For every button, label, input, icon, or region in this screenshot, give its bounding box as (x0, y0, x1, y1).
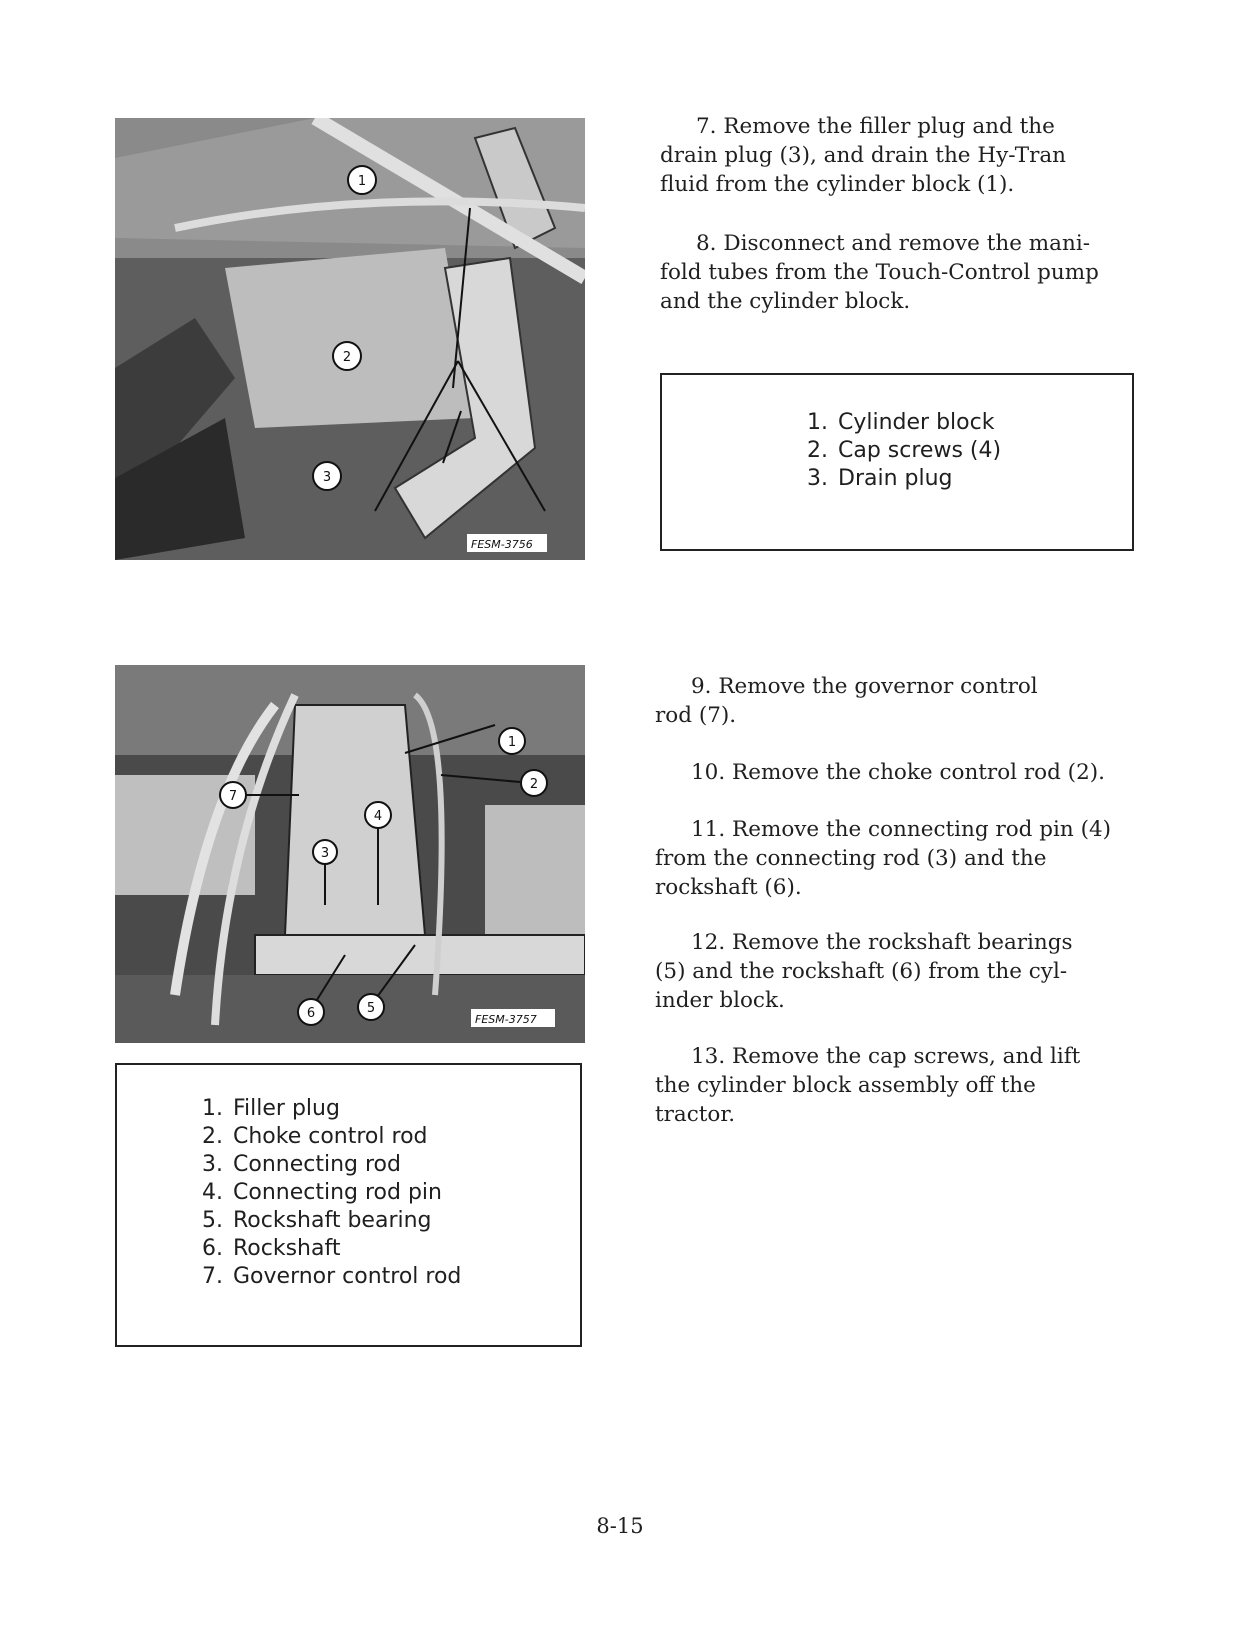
callout-4 (365, 802, 391, 828)
step-13: 13. Remove the cap screws, and lift the cylinder block assembly off the tractor. (655, 1044, 1081, 1127)
step-number: 8. (696, 231, 717, 256)
callout-2 (333, 342, 361, 370)
step-12: 12. Remove the rockshaft bearings (5) and the rockshaft (6) from the cyl- inder block. (655, 930, 1073, 1013)
legend-item: 1. Filler plug (202, 1096, 340, 1121)
figure-code: FESM-3757 (475, 1013, 537, 1026)
svg-text:2: 2 (529, 777, 539, 792)
legend-box-top (660, 373, 1134, 551)
step-11: 11. Remove the connecting rod pin (4) from the connecting rod (3) and the rockshaft (6). (655, 817, 1112, 900)
photo-cylinder-block-callouts (115, 118, 585, 560)
step-number: 9. (691, 674, 712, 699)
callout-3 (313, 462, 341, 490)
svg-text:3: 3 (322, 470, 332, 485)
step-number: 10. (691, 760, 726, 785)
callout-5 (358, 994, 384, 1020)
svg-text:6: 6 (306, 1006, 316, 1021)
callout-1 (348, 166, 376, 194)
callout-1 (499, 728, 525, 754)
step-10: 10. Remove the choke control rod (2). (655, 758, 1105, 787)
step-9: 9. Remove the governor control rod (7). (655, 674, 1038, 728)
callout-7 (220, 782, 246, 808)
svg-text:7: 7 (228, 789, 238, 804)
legend-item: 7. Governor control rod (202, 1264, 462, 1289)
svg-text:1: 1 (357, 174, 367, 189)
callout-3 (313, 840, 337, 864)
legend-item: 5. Rockshaft bearing (202, 1208, 432, 1233)
legend-item: 1. Cylinder block (807, 410, 995, 435)
legend-item: 4. Connecting rod pin (202, 1180, 442, 1205)
legend-item: 2. Choke control rod (202, 1124, 428, 1149)
legend-item: 3. Connecting rod (202, 1152, 401, 1177)
legend-item: 3. Drain plug (807, 466, 953, 491)
legend-box-bottom (115, 1063, 582, 1347)
step-8: 8. Disconnect and remove the mani- fold tubes from the Touch-Control pump and the cylinder block. (660, 231, 1099, 314)
step-number: 7. (696, 114, 717, 139)
figure-code: FESM-3756 (471, 538, 533, 551)
svg-text:3: 3 (320, 846, 330, 861)
step-number: 12. (691, 930, 726, 955)
svg-text:5: 5 (366, 1001, 376, 1016)
svg-text:2: 2 (342, 350, 352, 365)
svg-text:4: 4 (373, 809, 383, 824)
step-number: 13. (691, 1044, 726, 1069)
callout-2 (521, 770, 547, 796)
svg-text:1: 1 (507, 735, 517, 750)
step-7: 7. Remove the filler plug and the drain plug (3), and drain the Hy-Tran fluid from the cylinder block (1). (660, 114, 1067, 197)
step-number: 11. (691, 817, 726, 842)
photo-rockshaft-callouts (115, 665, 585, 1043)
legend-item: 2. Cap screws (4) (807, 438, 1002, 463)
page-number: 8-15 (596, 1514, 644, 1538)
callout-6 (298, 999, 324, 1025)
legend-item: 6. Rockshaft (202, 1236, 341, 1261)
